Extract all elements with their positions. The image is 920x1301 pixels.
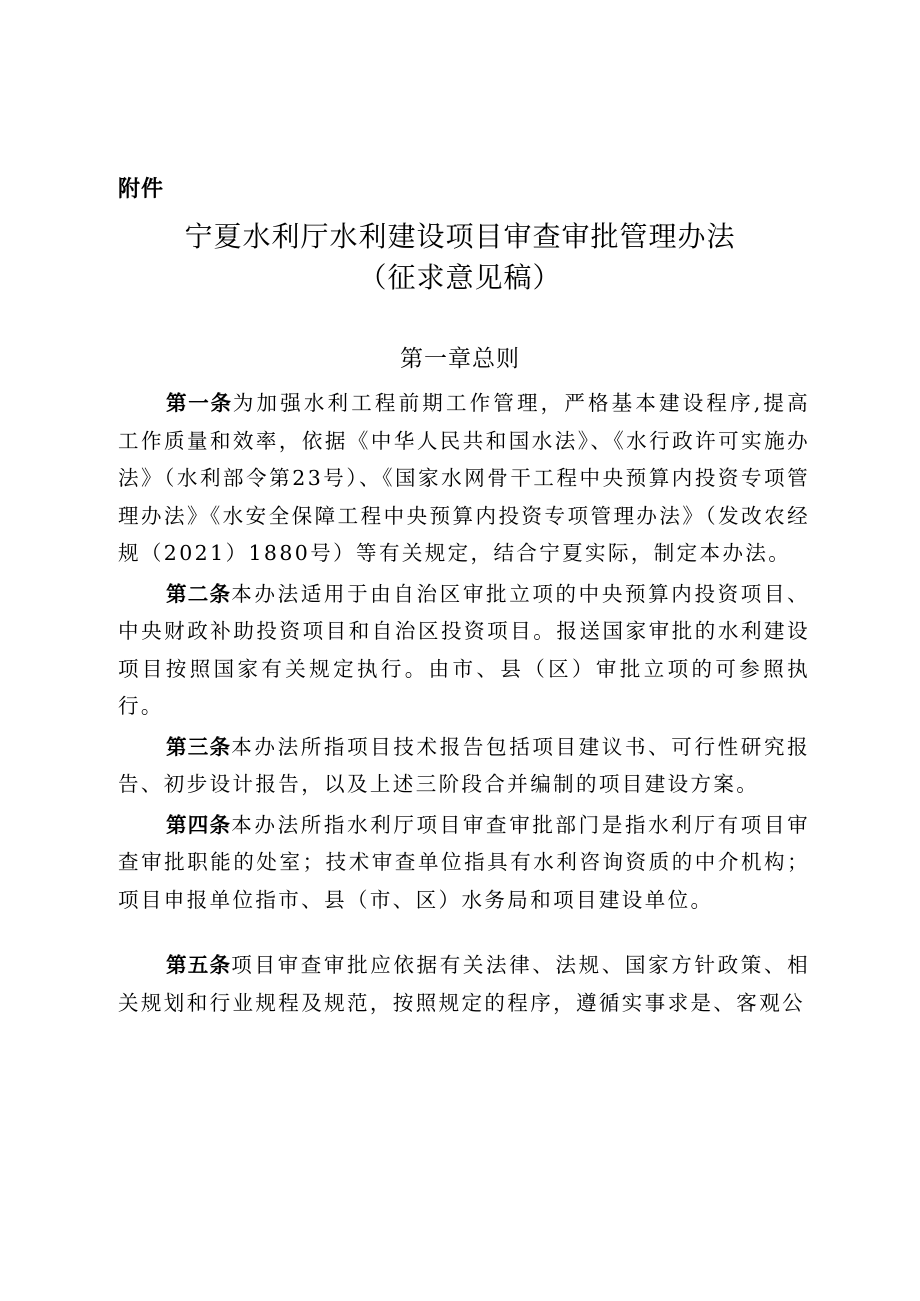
article-number: 第二条	[166, 581, 232, 606]
article-number: 第四条	[166, 812, 232, 837]
article-number: 第一条	[166, 391, 233, 415]
article-text: 为加强水利工程前期工作管理，严格基本建设程序,提高工作质量和效率，依据《中华人民共和国水法》、《水行政许可实施办法》（水利部令第23号）、《国家水网骨干工程中央预算内投资专项管理办法》《水安全保障工程中央预算内投资专项管理办法》（发改农经规（2021）1880号）等有关规定，结合宁夏实际，制定本办法。	[118, 391, 811, 565]
chapter-heading: 第一章总则	[400, 346, 520, 372]
article-3	[118, 729, 810, 804]
article-list	[118, 385, 810, 1022]
article-number: 第三条	[166, 734, 232, 759]
article-4	[118, 807, 810, 920]
article-5	[118, 947, 810, 1022]
article-1	[118, 385, 810, 573]
article-text: 项目审查审批应依据有关法律、法规、国家方针政策、相关规划和行业规程及规范，按照规定的程序，遵循实事求是、客观公	[118, 953, 811, 1015]
article-number: 第五条	[166, 953, 232, 977]
document-title: 宁夏水利厅水利建设项目审查审批管理办法	[184, 220, 736, 253]
article-text: 本办法适用于由自治区审批立项的中央预算内投资项目、中央财政补助投资项目和自治区投资项目。报送国家审批的水利建设项目按照国家有关规定执行。由市、县（区）审批立项的可参照执行。	[118, 581, 811, 718]
attachment-label: 附件	[118, 177, 165, 202]
article-text: 本办法所指项目技术报告包括项目建议书、可行性研究报告、初步设计报告，以及上述三阶段合并编制的项目建设方案。	[118, 734, 811, 796]
document-subtitle: （征求意见稿）	[358, 261, 562, 294]
article-2	[118, 576, 810, 726]
article-text: 本办法所指水利厅项目审查审批部门是指水利厅有项目审查审批职能的处室；技术审查单位指具有水利咨询资质的中介机构；项目申报单位指市、县（市、区）水务局和项目建设单位。	[118, 812, 811, 912]
